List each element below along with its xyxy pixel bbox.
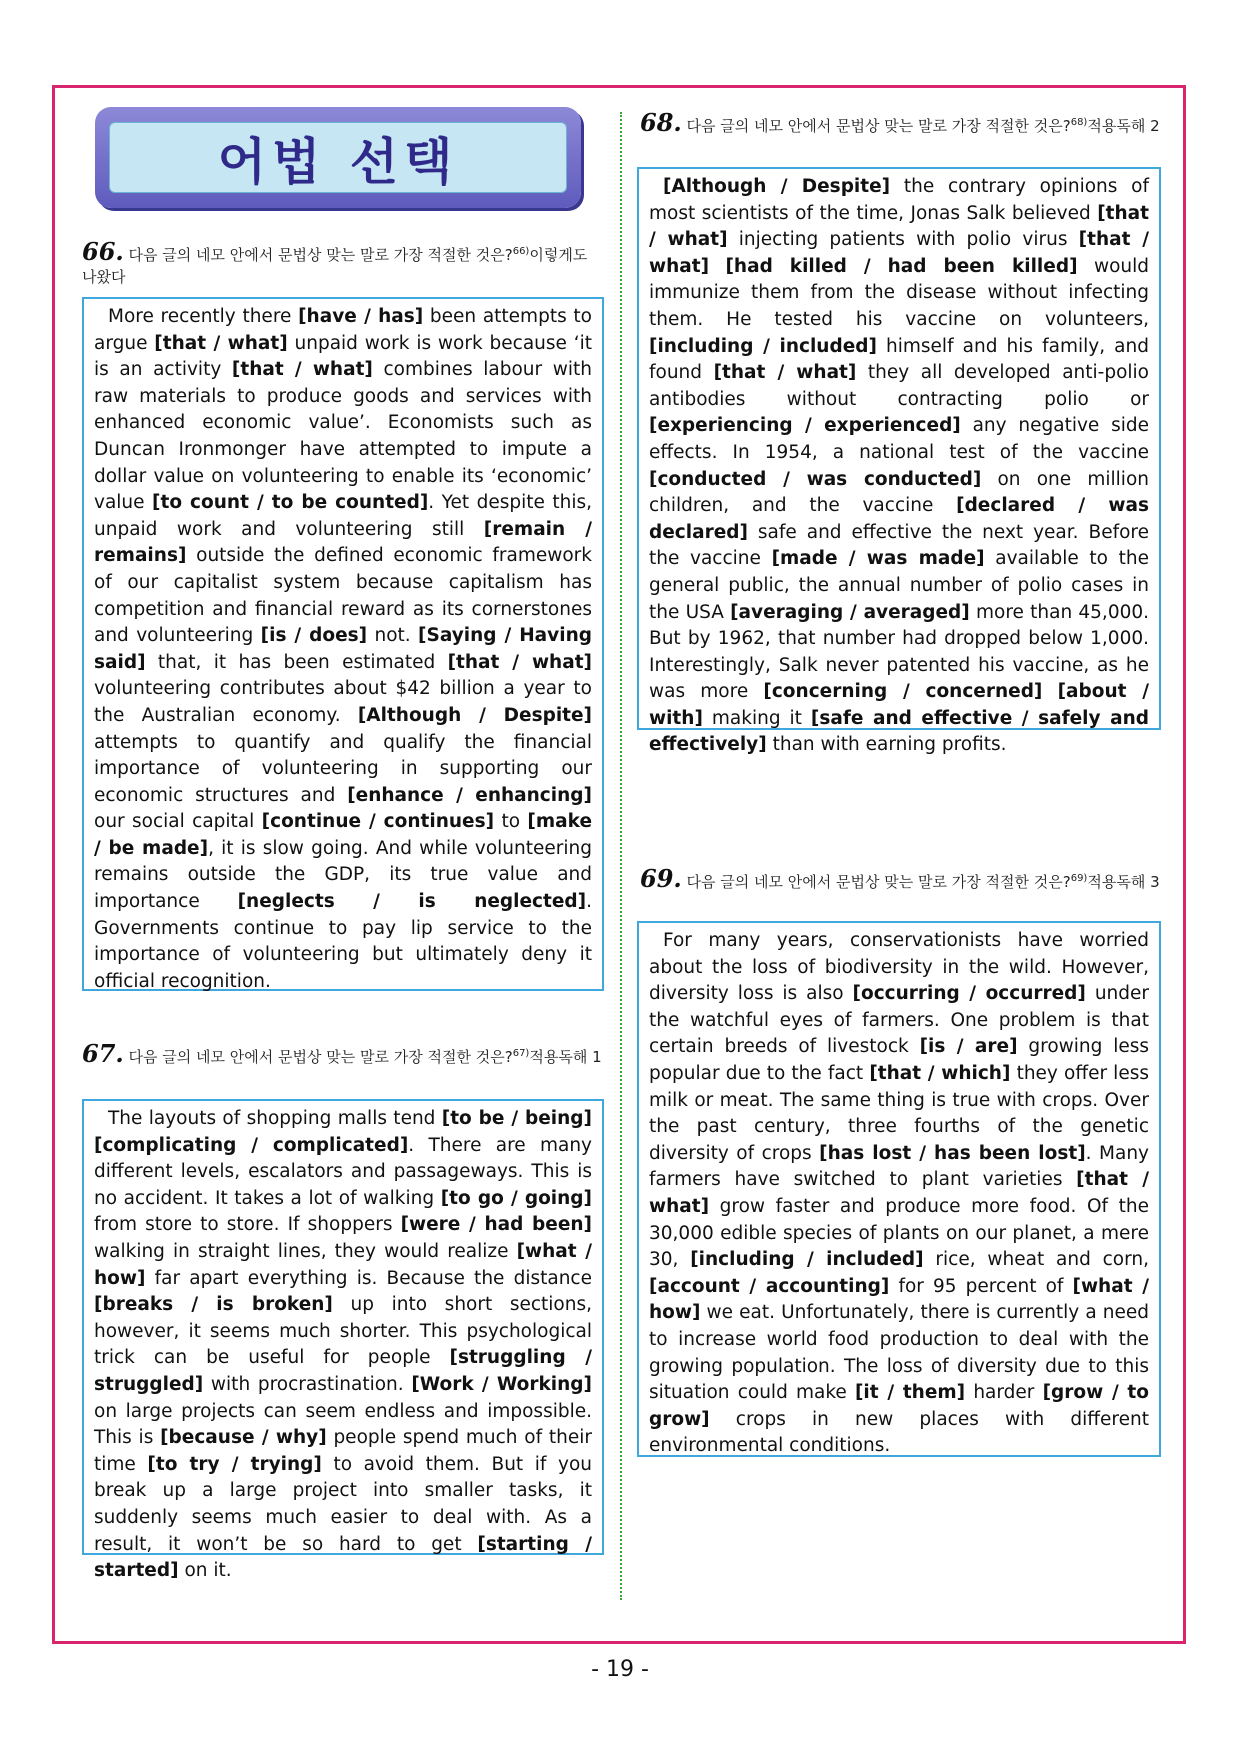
footnote-ref: 68) <box>1070 117 1088 128</box>
grammar-choice: [starting / started] <box>94 1533 592 1582</box>
question-66-header <box>82 237 602 288</box>
grammar-choice: [that / what] <box>649 1169 1149 1217</box>
question-number: 68. <box>640 108 682 137</box>
grammar-choice: [safe and effective / safely and effectively] <box>649 707 1149 756</box>
grammar-choice: [conducted / was conducted] <box>649 468 982 490</box>
grammar-choice: [that / what] <box>649 202 1149 251</box>
grammar-choice: [have / has] <box>298 306 424 327</box>
grammar-choice: [including / included] <box>649 335 877 357</box>
grammar-choice: [had killed / had been killed] <box>725 255 1078 277</box>
footnote-ref: 67) <box>512 1048 530 1059</box>
grammar-choice: [what / how] <box>94 1240 592 1289</box>
grammar-choice: [that / what] <box>447 651 592 673</box>
question-prompt: 다음 글의 네모 안에서 문법상 맞는 말로 가장 적절한 것은? <box>128 1048 513 1066</box>
passage-text: The layouts of shopping malls tend [to be / being] [complicating / complicated]. There are many different levels, escalators and passageways. This is no accident. It takes a lot of walking [to go / going] from store to store. If shoppers [were / had been] walking in straight lines, they would realize [what / how] far apart everything is. Because the distance [breaks / is broken] up into short sections, however, it seems much shorter. This psychological trick can be useful for people [struggling / struggled] with procrastination. [Work / Working] on large projects can seem endless and impossible. This is [because / why] people spend much of their time [to try / trying] to avoid them. But if you break up a large project into smaller tasks, it suddenly seems much easier to deal with. As a result, it won’t be so hard to get [starting / started] on it. <box>94 1108 593 1582</box>
question-66-passage <box>82 297 604 991</box>
question-69-header <box>640 864 1160 893</box>
question-prompt: 다음 글의 네모 안에서 문법상 맞는 말로 가장 적절한 것은? <box>686 873 1071 891</box>
grammar-choice: [what / how] <box>649 1275 1149 1324</box>
grammar-choice: [neglects / is neglected] <box>237 891 587 913</box>
passage-text: [Although / Despite] the contrary opinions of most scientists of the time, Jonas Salk believed [that / what] injecting patients with polio virus [that / what] [had killed / had been killed] would immunize them from the disease without infecting them. He tested his vaccine on volunteers, [including / included] himself and his family, and found [that / what] they all developed anti-polio antibodies without contracting polio or [experiencing / experienced] any negative side effects. In 1954, a national test of the vaccine [conducted / was conducted] on one million children, and the vaccine [declared / was declared] safe and effective the next year. Before the vaccine [made / was made] available to the general public, the annual number of polio cases in the USA [averaging / averaged] more than 45,000. But by 1962, that number had dropped below 1,000. Interestingly, Salk never patented his vaccine, as he was more [concerning / concerned] [about / with] making it [safe and effective / safely and effectively] than with earning profits. <box>649 176 1150 756</box>
grammar-choice: [including / included] <box>690 1249 924 1271</box>
grammar-choice: [that / what] <box>713 362 857 384</box>
question-68-passage <box>637 167 1161 756</box>
question-number: 69. <box>640 864 682 893</box>
question-68-header <box>640 108 1160 137</box>
grammar-choice: [is / are] <box>919 1036 1018 1058</box>
grammar-choice: [Saying / Having said] <box>94 625 592 673</box>
question-number: 67. <box>82 1039 124 1068</box>
grammar-choice: [that / what] <box>649 229 1149 277</box>
grammar-choice: [Although / Despite] <box>357 704 593 726</box>
question-tag: 적용독해 3 <box>1087 873 1160 891</box>
grammar-choice: [concerning / concerned] <box>763 681 1043 703</box>
grammar-choice: [remain / remains] <box>94 518 592 567</box>
grammar-choice: [to try / trying] <box>147 1453 322 1475</box>
grammar-choice: [that / which] <box>869 1062 1011 1084</box>
grammar-choice: [grow / to grow] <box>649 1382 1149 1430</box>
grammar-choice: [Work / Working] <box>411 1373 592 1395</box>
grammar-choice: [it / them] <box>854 1382 966 1404</box>
footnote-ref: 69) <box>1070 873 1088 884</box>
question-69-passage <box>637 921 1161 1457</box>
grammar-choice: [to be / being] <box>441 1108 592 1129</box>
page-number: - 19 - <box>591 1657 649 1682</box>
question-tag: 이렇게도 나왔다 <box>82 246 588 286</box>
grammar-choice: [made / was made] <box>771 548 985 570</box>
grammar-choice: [averaging / averaged] <box>730 601 970 623</box>
passage-text: More recently there [have / has] been attempts to argue [that / what] unpaid work is work because ‘it is an activity [that / what] combines labour with raw materials to produce goods and services with enhanced economic value’. Economists such as Duncan Ironmonger have attempted to impute a dollar value on volunteering to enable its ‘economic’ value [to count / to be counted]. Yet despite this, unpaid work and volunteering still [remain / remains] outside the defined economic framework of our capitalist system because capitalism has competition and financial reward as its cornerstones and volunteering [is / does] not. [Saying / Having said] that, it has been estimated [that / what] volunteering contributes about $42 billion a year to the Australian economy. [Although / Despite] attempts to quantify and qualify the financial importance of volunteering in supporting our economic structures and [enhance / enhancing] our social capital [continue / continues] to [make / be made], it is slow going. And while volunteering remains outside the GDP, its true value and importance [neglects / is neglected]. Governments continue to pay lip service to the importance of volunteering but ultimately deny it official recognition. <box>94 306 593 992</box>
question-67-passage <box>82 1099 604 1582</box>
section-title-inner <box>109 122 567 193</box>
grammar-choice: [struggling / struggled] <box>94 1347 592 1395</box>
question-prompt: 다음 글의 네모 안에서 문법상 맞는 말로 가장 적절한 것은? <box>128 246 513 264</box>
column-divider <box>620 112 622 1600</box>
grammar-choice: [continue / continues] <box>261 811 495 833</box>
grammar-choice: [that / what] <box>231 359 373 381</box>
grammar-choice: [breaks / is broken] <box>94 1294 333 1316</box>
grammar-choice: [is / does] <box>260 625 368 647</box>
grammar-choice: [because / why] <box>160 1427 327 1449</box>
question-tag: 적용독해 2 <box>1087 117 1160 135</box>
grammar-choice: [to count / to be counted] <box>152 492 429 514</box>
grammar-choice: [to go / going] <box>440 1187 593 1209</box>
section-title-plate <box>95 107 581 208</box>
section-title: 어법 선택 <box>217 132 459 191</box>
grammar-choice: [Although / Despite] <box>663 176 891 197</box>
grammar-choice: [make / be made] <box>94 811 592 859</box>
grammar-choice: [account / accounting] <box>649 1275 890 1297</box>
grammar-choice: [complicating / complicated] <box>94 1134 409 1156</box>
passage-text: For many years, conservationists have worried about the loss of biodiversity in the wild. However, diversity loss is also [occurring / occurred] under the watchful eyes of farmers. One problem is that certain breeds of livestock [is / are] growing less popular due to the fact [that / which] they offer less milk or meat. The same thing is true with crops. Over the past century, three fourths of the genetic diversity of crops [has lost / has been lost]. Many farmers have switched to plant varieties [that / what] grow faster and produce more food. Of the 30,000 edible species of plants on our planet, a mere 30, [including / included] rice, wheat and corn, [account / accounting] for 95 percent of [what / how] we eat. Unfortunately, there is currently a need to increase world food production to deal with the growing population. The loss of diversity due to this situation could make [it / them] harder [grow / to grow] crops in new places with different environmental conditions. <box>649 930 1150 1457</box>
grammar-choice: [that / what] <box>154 332 288 354</box>
question-67-header <box>82 1039 602 1068</box>
grammar-choice: [experiencing / experienced] <box>649 415 961 437</box>
grammar-choice: [enhance / enhancing] <box>347 784 592 806</box>
question-prompt: 다음 글의 네모 안에서 문법상 맞는 말로 가장 적절한 것은? <box>686 117 1071 135</box>
footnote-ref: 66) <box>512 246 530 257</box>
grammar-choice: [about / with] <box>649 681 1149 729</box>
grammar-choice: [occurring / occurred] <box>852 983 1086 1005</box>
question-tag: 적용독해 1 <box>529 1048 602 1066</box>
grammar-choice: [declared / was declared] <box>649 495 1149 543</box>
grammar-choice: [has lost / has been lost] <box>819 1142 1086 1164</box>
question-number: 66. <box>82 237 124 266</box>
grammar-choice: [were / had been] <box>400 1214 592 1236</box>
